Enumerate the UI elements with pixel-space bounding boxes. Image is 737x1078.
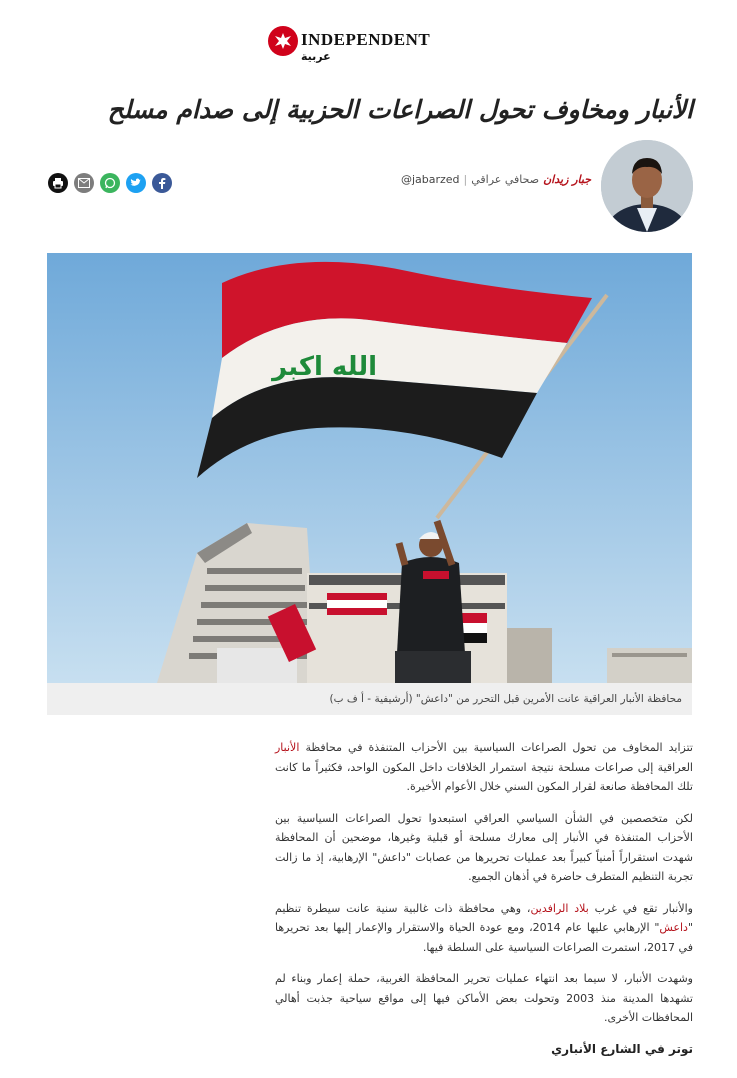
author-avatar[interactable]	[601, 140, 693, 232]
author-handle[interactable]: @jabarzed	[400, 173, 460, 186]
share-bar	[48, 173, 172, 193]
author-name[interactable]: جبار زيدان	[543, 173, 591, 186]
brand-sub: عربية	[301, 50, 331, 63]
byline-divider: |	[463, 173, 468, 186]
hero-image	[47, 253, 692, 683]
site-logo[interactable]	[268, 22, 431, 66]
hero-caption-box	[47, 683, 692, 715]
flag-inscription: الله اكبر	[272, 352, 377, 382]
link-mesopotamia[interactable]: بلاد الرافدين	[530, 901, 589, 915]
link-daesh[interactable]: داعش	[659, 921, 688, 934]
paragraph-2: لكن متخصصين في الشأن السياسي العراقي استبعدوا تحول الصراعات السياسية بين الأحزاب المتنفذة في الأنبار إلى معارك مسلحة أو قبلية وغيرها، موضحين أن المحافظة شهدت استقراراً أمنياً كبيراً بعد عمليات تحريرها من عصابات "داعش" الإرهابية، إذ ما زالت تجربة التنظيم المتطرف حاضرة في أذهان الجميع.	[275, 811, 693, 883]
paragraph-1: تتزايد المخاوف من تحول الصراعات السياسية بين الأحزاب المتنفذة في محافظة الأنبار العراقية إلى صراعات مسلحة نتيجة استمرار الخلافات داخل المكون الواحد، فكثيراً ما كانت تلك المحافظة صانعة لقرار المكون السني خلال الأعوام الأخيرة.	[275, 741, 693, 793]
byline	[401, 173, 591, 186]
hero-caption: محافظة الأنبار العراقية عانت الأمرين قبل التحرر من "داعش" (أرشيفية - أ ف ب)	[329, 693, 682, 705]
twitter-icon[interactable]	[126, 173, 146, 193]
author-role: صحافي عراقي	[471, 173, 540, 186]
eagle-logo-icon	[268, 26, 298, 56]
email-icon[interactable]	[74, 173, 94, 193]
print-icon[interactable]	[48, 173, 68, 193]
brand-name: INDEPENDENT	[301, 30, 431, 49]
paragraph-4: وشهدت الأنبار، لا سيما بعد انتهاء عمليات تحرير المحافظة الغربية، حملة إعمار وبناء لم تشهدها المدينة منذ 2003 وتحولت بعض الأماكن فيها إلى مواقع سياحية جذبت أهالي المحافظات الأخرى.	[275, 972, 693, 1024]
article-headline: الأنبار ومخاوف تحول الصراعات الحزبية إلى صدام مسلح	[107, 95, 693, 124]
article-body	[275, 738, 693, 1071]
facebook-icon[interactable]	[152, 173, 172, 193]
whatsapp-icon[interactable]	[100, 173, 120, 193]
link-anbar[interactable]: الأنبار	[275, 741, 300, 754]
paragraph-3: والأنبار تقع في غرب بلاد الرافدين، وهي محافظة ذات غالبية سنية عانت سيطرة تنظيم "داعش" الإرهابي عليها عام 2014، ومع عودة الحياة والاستقرار والإعمار إليها بعد تحريرها في 2017، استمرت الصراعات السياسية على السلطة فيها.	[275, 901, 693, 954]
section-subheading: توتر في الشارع الأنباري	[551, 1041, 693, 1056]
